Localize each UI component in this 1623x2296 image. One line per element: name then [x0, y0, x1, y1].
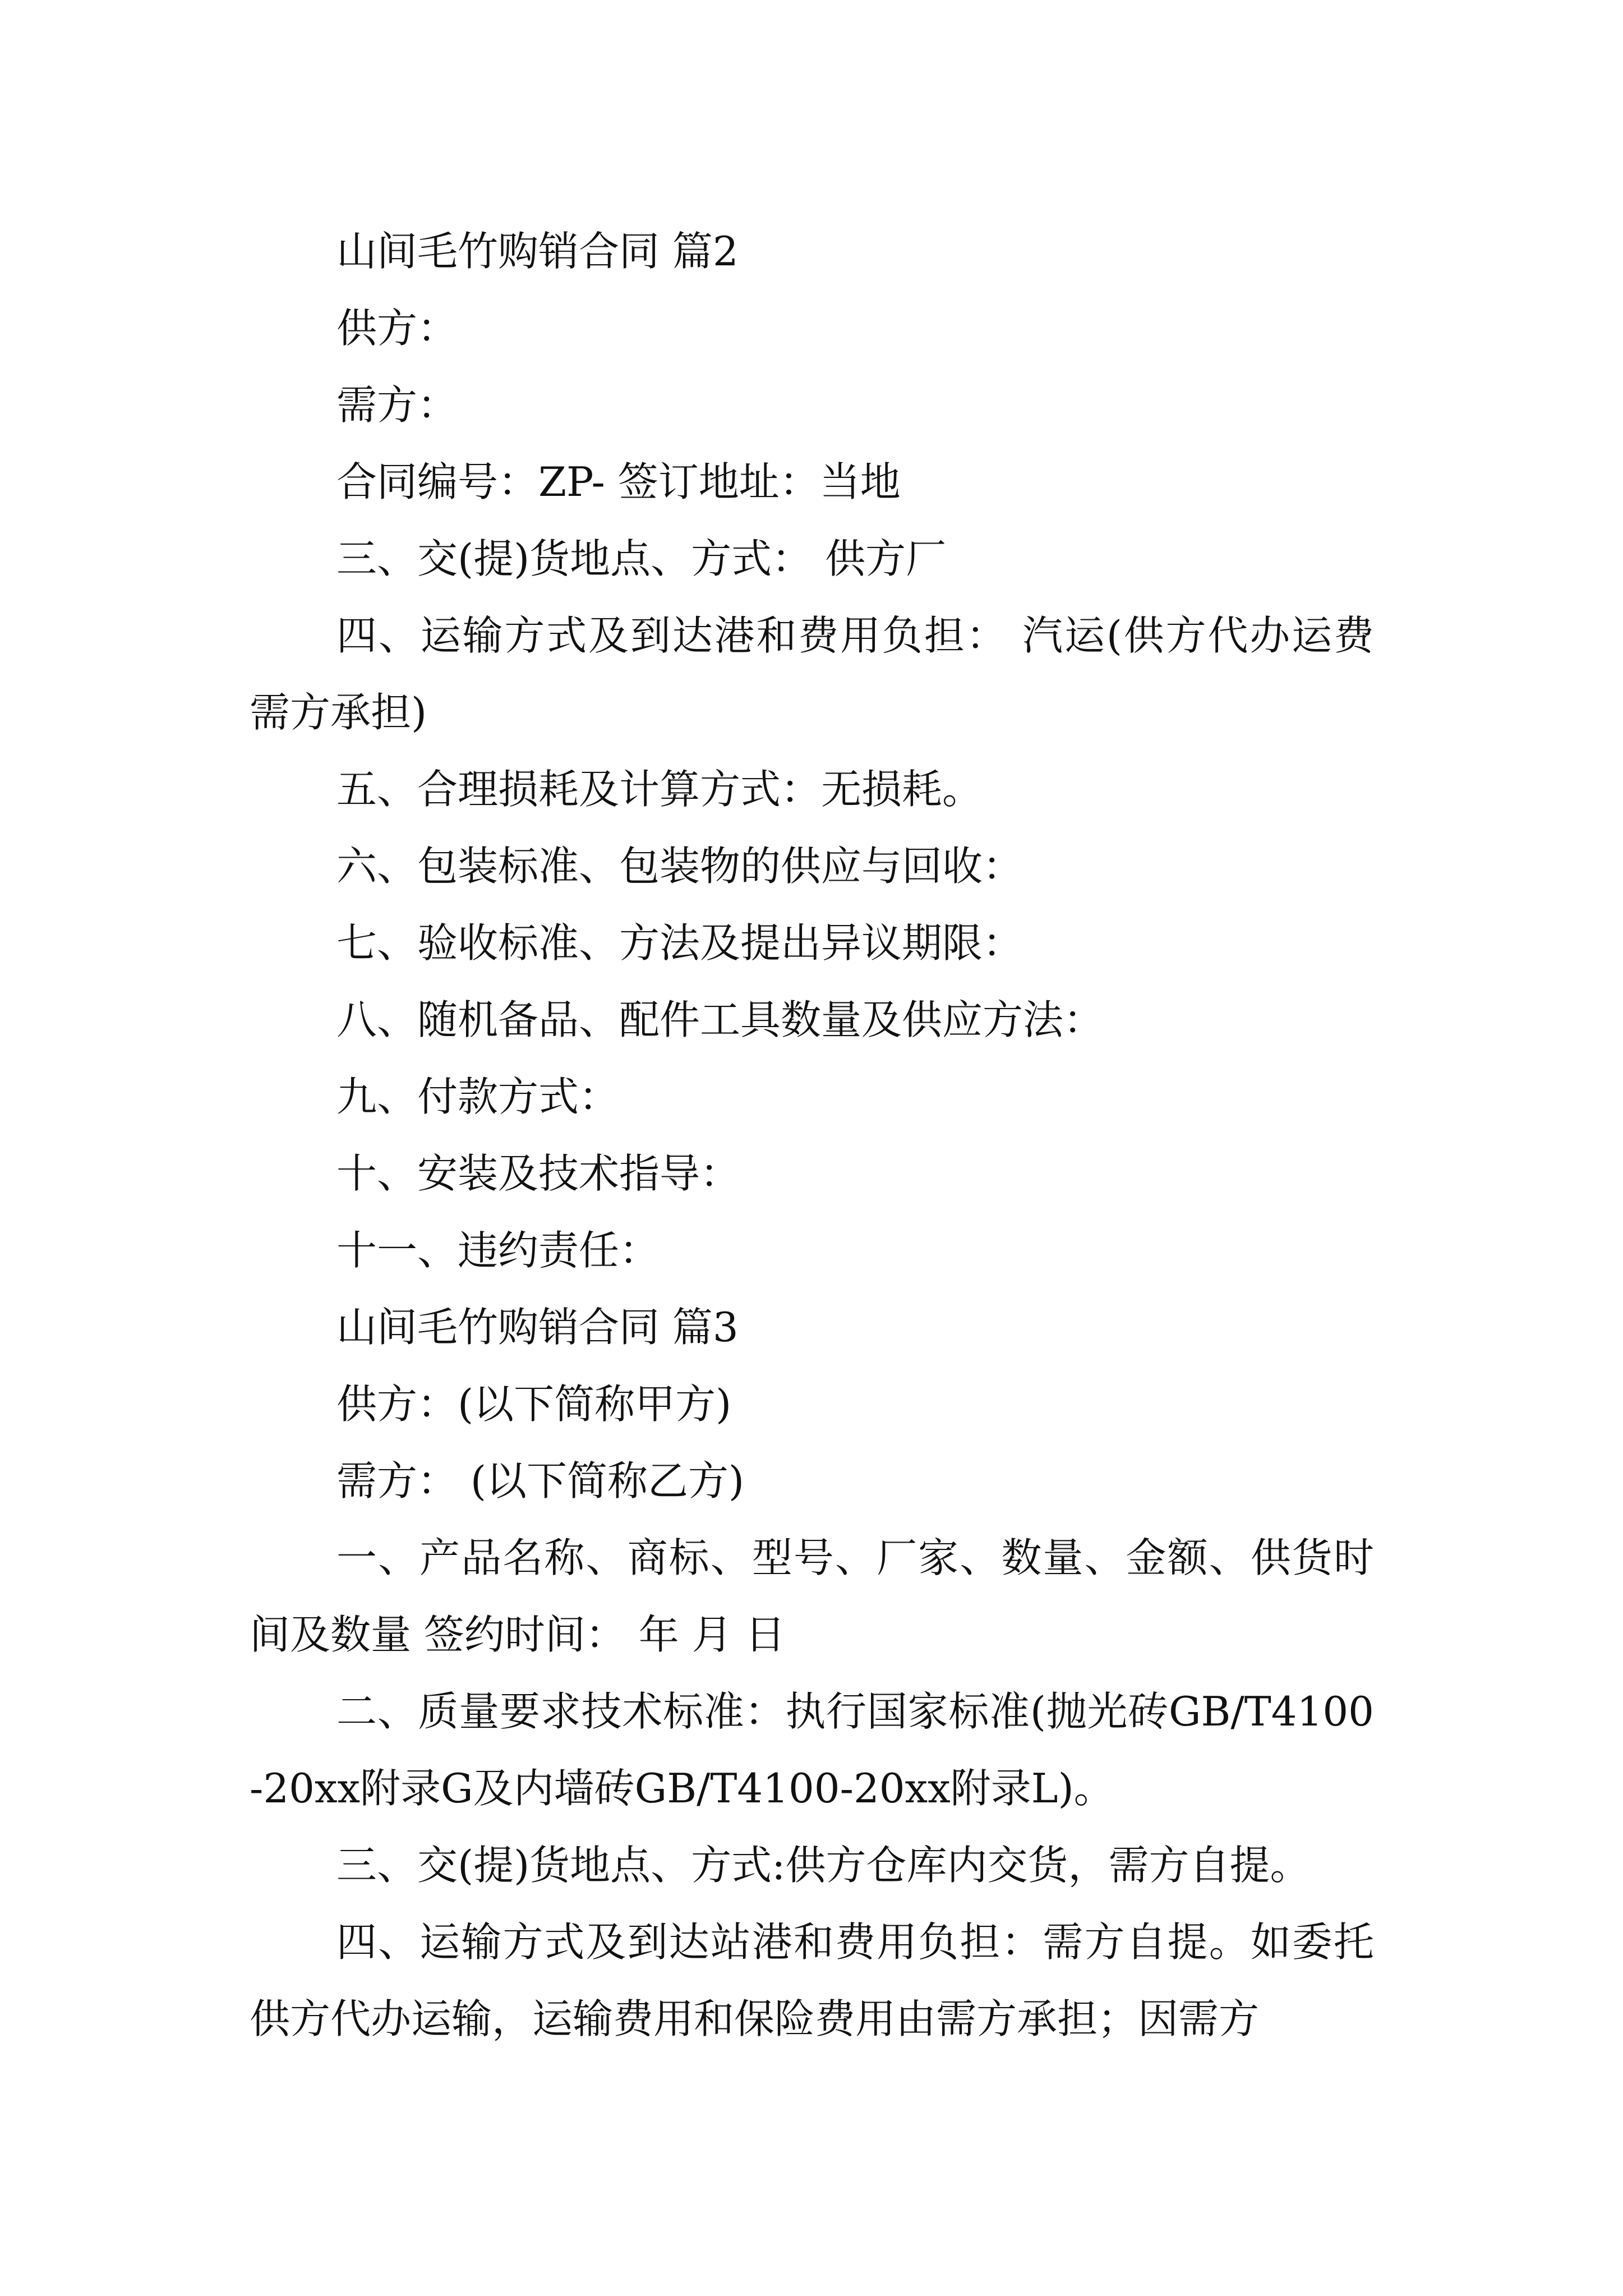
party-a-line: 供方：(以下简称甲方) [336, 1381, 732, 1428]
clause-11-liability: 十一、违约责任： [336, 1227, 660, 1274]
clause-8-spares: 八、随机备品、配件工具数量及供应方法： [336, 996, 1104, 1043]
section-heading-3: 山间毛竹购销合同 篇3 [336, 1304, 739, 1351]
clause-4-transport-b: 四、运输方式及到达站港和费用负担：需方自提。如委托供方代办运输，运输费用和保险费用由需方承担；因需方 [250, 1918, 1374, 2042]
section-heading-2: 山间毛竹购销合同 篇2 [336, 228, 739, 275]
contract-number-line: 合同编号：ZP- 签订地址：当地 [336, 458, 901, 505]
buyer-line: 需方： [336, 381, 458, 429]
clause-4-transport: 四、运输方式及到达港和费用负担： 汽运(供方代办运费需方承担) [250, 612, 1374, 736]
clause-2-quality: 二、质量要求技术标准：执行国家标准(抛光砖GB/T4100-20xx附录G及内墙砖GB/T4100-20xx附录L)。 [250, 1688, 1374, 1812]
clause-9-payment: 九、付款方式： [336, 1073, 620, 1120]
clause-3-delivery-b: 三、交(提)货地点、方式:供方仓库内交货，需方自提。 [336, 1842, 1311, 1889]
clause-5-loss: 五、合理损耗及计算方式：无损耗。 [336, 766, 983, 813]
clause-1-product: 一、产品名称、商标、型号、厂家、数量、金额、供货时间及数量 签约时间： 年 月 日 [250, 1534, 1374, 1658]
document-body [250, 213, 1374, 2058]
clause-7-acceptance: 七、验收标准、方法及提出异议期限： [336, 919, 1023, 967]
supplier-line: 供方： [336, 305, 458, 352]
clause-3-delivery: 三、交(提)货地点、方式： 供方厂 [336, 535, 947, 582]
clause-10-installation: 十、安装及技术指导： [336, 1150, 741, 1197]
party-b-line: 需方： (以下简称乙方) [336, 1457, 745, 1504]
clause-6-packaging: 六、包装标准、包装物的供应与回收： [336, 843, 1023, 890]
